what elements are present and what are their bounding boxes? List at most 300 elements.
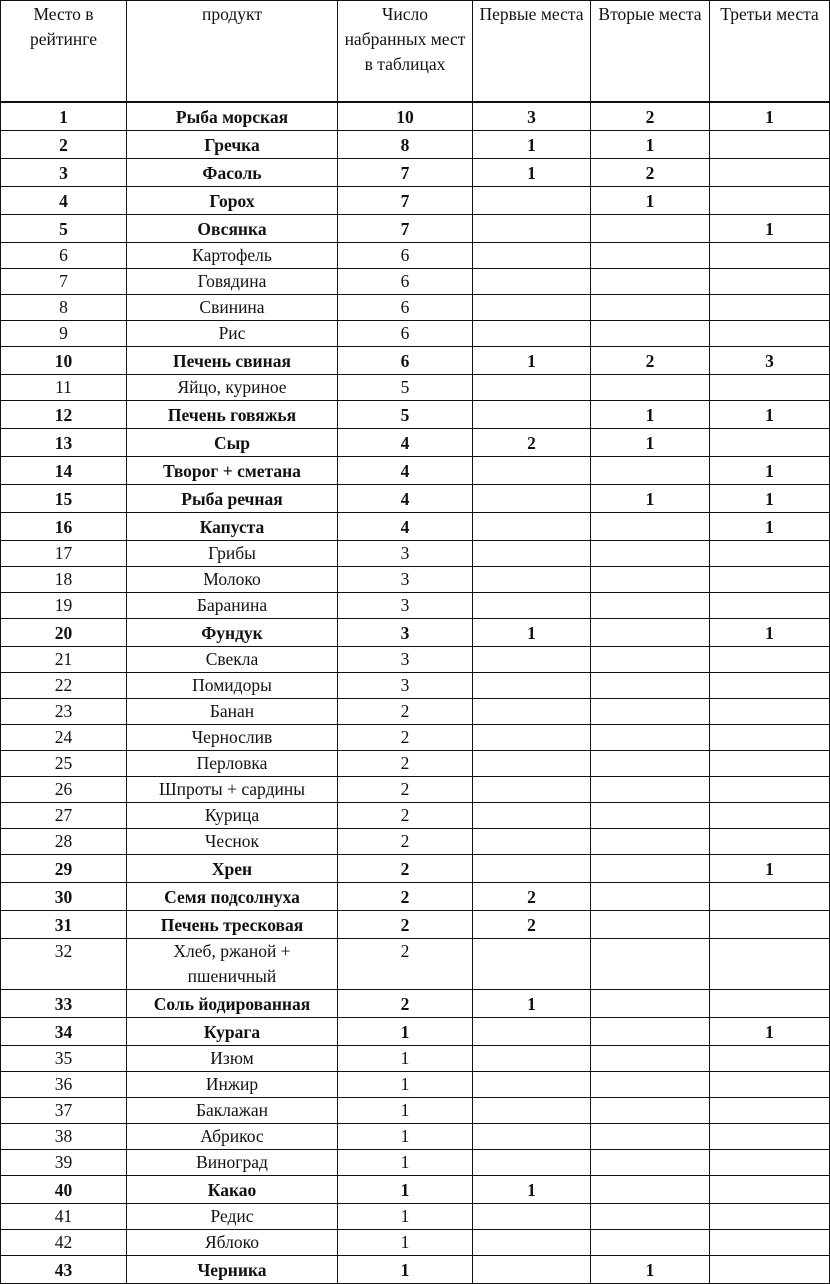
- table-row: [1, 401, 830, 429]
- cell-product: Рыба морская: [127, 102, 338, 131]
- cell-third-places: [710, 295, 830, 321]
- cell-second-places: [591, 321, 710, 347]
- cell-third-places: [710, 1230, 830, 1256]
- cell-count: 6: [338, 321, 473, 347]
- cell-rank: 25: [1, 751, 127, 777]
- cell-third-places: 1: [710, 457, 830, 485]
- cell-count: 4: [338, 485, 473, 513]
- cell-second-places: [591, 751, 710, 777]
- table-row: [1, 1150, 830, 1176]
- cell-count: 6: [338, 295, 473, 321]
- table-row: [1, 725, 830, 751]
- table-row: [1, 673, 830, 699]
- cell-rank: 40: [1, 1176, 127, 1204]
- cell-first-places: [473, 269, 591, 295]
- cell-product: Гречка: [127, 131, 338, 159]
- cell-second-places: [591, 1230, 710, 1256]
- cell-product: Шпроты + сардины: [127, 777, 338, 803]
- cell-second-places: 1: [591, 429, 710, 457]
- cell-third-places: [710, 911, 830, 939]
- cell-third-places: 1: [710, 1018, 830, 1046]
- cell-first-places: 3: [473, 102, 591, 131]
- table-row: [1, 102, 830, 131]
- cell-product: Баклажан: [127, 1098, 338, 1124]
- cell-product: Виноград: [127, 1150, 338, 1176]
- cell-count: 1: [338, 1098, 473, 1124]
- cell-third-places: [710, 939, 830, 990]
- cell-first-places: [473, 567, 591, 593]
- cell-product: Печень говяжья: [127, 401, 338, 429]
- cell-count: 3: [338, 567, 473, 593]
- cell-third-places: [710, 187, 830, 215]
- cell-second-places: [591, 1176, 710, 1204]
- cell-count: 4: [338, 457, 473, 485]
- table-row: [1, 295, 830, 321]
- cell-third-places: [710, 567, 830, 593]
- cell-third-places: [710, 429, 830, 457]
- cell-product: Яйцо, куриное: [127, 375, 338, 401]
- cell-product: Черника: [127, 1256, 338, 1284]
- cell-count: 4: [338, 513, 473, 541]
- cell-rank: 3: [1, 159, 127, 187]
- cell-rank: 21: [1, 647, 127, 673]
- cell-first-places: [473, 1256, 591, 1284]
- cell-product: Говядина: [127, 269, 338, 295]
- table-header: [1, 1, 830, 103]
- cell-third-places: [710, 1072, 830, 1098]
- cell-rank: 36: [1, 1072, 127, 1098]
- cell-rank: 24: [1, 725, 127, 751]
- cell-rank: 12: [1, 401, 127, 429]
- cell-second-places: [591, 215, 710, 243]
- cell-first-places: 2: [473, 883, 591, 911]
- cell-third-places: [710, 321, 830, 347]
- table-row: [1, 375, 830, 401]
- cell-rank: 4: [1, 187, 127, 215]
- cell-third-places: [710, 829, 830, 855]
- cell-count: 1: [338, 1204, 473, 1230]
- cell-rank: 41: [1, 1204, 127, 1230]
- cell-product: Банан: [127, 699, 338, 725]
- cell-product: Творог + сметана: [127, 457, 338, 485]
- cell-third-places: [710, 725, 830, 751]
- table-row: [1, 187, 830, 215]
- table-row: [1, 567, 830, 593]
- cell-first-places: [473, 1204, 591, 1230]
- cell-product: Инжир: [127, 1072, 338, 1098]
- cell-first-places: 1: [473, 159, 591, 187]
- cell-third-places: [710, 1256, 830, 1284]
- cell-product: Хлеб, ржаной + пшеничный: [127, 939, 338, 990]
- cell-rank: 37: [1, 1098, 127, 1124]
- table-row: [1, 1230, 830, 1256]
- cell-rank: 33: [1, 990, 127, 1018]
- cell-second-places: [591, 1098, 710, 1124]
- table-row: [1, 243, 830, 269]
- table-row: [1, 429, 830, 457]
- cell-count: 6: [338, 347, 473, 375]
- cell-count: 3: [338, 593, 473, 619]
- cell-rank: 30: [1, 883, 127, 911]
- cell-third-places: [710, 593, 830, 619]
- cell-third-places: 1: [710, 102, 830, 131]
- header-rank: Место в рейтинге: [1, 1, 127, 103]
- cell-product: Картофель: [127, 243, 338, 269]
- cell-second-places: [591, 673, 710, 699]
- cell-count: 7: [338, 215, 473, 243]
- cell-rank: 2: [1, 131, 127, 159]
- cell-second-places: [591, 855, 710, 883]
- cell-product: Молоко: [127, 567, 338, 593]
- cell-first-places: [473, 1230, 591, 1256]
- cell-rank: 13: [1, 429, 127, 457]
- table-row: [1, 1176, 830, 1204]
- cell-first-places: [473, 1072, 591, 1098]
- cell-second-places: [591, 541, 710, 567]
- cell-product: Овсянка: [127, 215, 338, 243]
- cell-rank: 17: [1, 541, 127, 567]
- cell-second-places: 1: [591, 187, 710, 215]
- cell-rank: 14: [1, 457, 127, 485]
- cell-first-places: [473, 215, 591, 243]
- cell-count: 2: [338, 990, 473, 1018]
- cell-count: 2: [338, 751, 473, 777]
- header-count: Число набранных мест в таблицах: [338, 1, 473, 103]
- cell-first-places: [473, 699, 591, 725]
- cell-first-places: [473, 321, 591, 347]
- cell-first-places: [473, 295, 591, 321]
- cell-first-places: [473, 855, 591, 883]
- cell-third-places: [710, 751, 830, 777]
- cell-third-places: [710, 243, 830, 269]
- table-row: [1, 215, 830, 243]
- cell-count: 1: [338, 1018, 473, 1046]
- cell-third-places: [710, 647, 830, 673]
- cell-first-places: [473, 1124, 591, 1150]
- table-row: [1, 1072, 830, 1098]
- cell-first-places: 2: [473, 911, 591, 939]
- table-row: [1, 647, 830, 673]
- cell-third-places: [710, 1046, 830, 1072]
- cell-product: Свекла: [127, 647, 338, 673]
- cell-second-places: [591, 375, 710, 401]
- cell-product: Курага: [127, 1018, 338, 1046]
- cell-third-places: [710, 883, 830, 911]
- table-row: [1, 803, 830, 829]
- cell-rank: 11: [1, 375, 127, 401]
- table-row: [1, 777, 830, 803]
- cell-third-places: [710, 699, 830, 725]
- cell-rank: 1: [1, 102, 127, 131]
- cell-second-places: [591, 939, 710, 990]
- header-second-places: Вторые места: [591, 1, 710, 103]
- cell-product: Курица: [127, 803, 338, 829]
- cell-product: Хрен: [127, 855, 338, 883]
- cell-rank: 43: [1, 1256, 127, 1284]
- table-row: [1, 457, 830, 485]
- cell-product: Рис: [127, 321, 338, 347]
- table-row: [1, 513, 830, 541]
- cell-product: Рыба речная: [127, 485, 338, 513]
- cell-rank: 42: [1, 1230, 127, 1256]
- cell-second-places: [591, 1072, 710, 1098]
- cell-second-places: [591, 647, 710, 673]
- cell-rank: 18: [1, 567, 127, 593]
- table-row: [1, 699, 830, 725]
- cell-count: 2: [338, 803, 473, 829]
- table-row: [1, 347, 830, 375]
- cell-second-places: [591, 1204, 710, 1230]
- table-row: [1, 1204, 830, 1230]
- cell-rank: 19: [1, 593, 127, 619]
- cell-rank: 8: [1, 295, 127, 321]
- cell-rank: 20: [1, 619, 127, 647]
- cell-second-places: [591, 883, 710, 911]
- cell-second-places: [591, 295, 710, 321]
- cell-first-places: [473, 1046, 591, 1072]
- cell-first-places: 1: [473, 619, 591, 647]
- table-row: [1, 321, 830, 347]
- cell-first-places: [473, 725, 591, 751]
- cell-rank: 26: [1, 777, 127, 803]
- cell-first-places: 2: [473, 429, 591, 457]
- cell-third-places: 1: [710, 619, 830, 647]
- cell-second-places: [591, 1124, 710, 1150]
- cell-rank: 32: [1, 939, 127, 990]
- cell-third-places: [710, 159, 830, 187]
- cell-second-places: [591, 699, 710, 725]
- cell-third-places: [710, 541, 830, 567]
- cell-count: 7: [338, 159, 473, 187]
- cell-first-places: [473, 457, 591, 485]
- cell-rank: 35: [1, 1046, 127, 1072]
- cell-count: 2: [338, 939, 473, 990]
- table-body: [1, 102, 830, 1284]
- cell-third-places: 1: [710, 513, 830, 541]
- cell-count: 1: [338, 1176, 473, 1204]
- cell-third-places: [710, 269, 830, 295]
- cell-product: Редис: [127, 1204, 338, 1230]
- cell-rank: 9: [1, 321, 127, 347]
- cell-rank: 34: [1, 1018, 127, 1046]
- cell-second-places: [591, 911, 710, 939]
- cell-product: Грибы: [127, 541, 338, 567]
- cell-first-places: [473, 243, 591, 269]
- cell-product: Семя подсолнуха: [127, 883, 338, 911]
- cell-second-places: [591, 619, 710, 647]
- cell-product: Перловка: [127, 751, 338, 777]
- cell-first-places: [473, 1018, 591, 1046]
- cell-product: Печень свиная: [127, 347, 338, 375]
- cell-product: Печень тресковая: [127, 911, 338, 939]
- cell-product: Баранина: [127, 593, 338, 619]
- table-row: [1, 883, 830, 911]
- cell-rank: 7: [1, 269, 127, 295]
- cell-first-places: [473, 187, 591, 215]
- cell-rank: 29: [1, 855, 127, 883]
- cell-rank: 5: [1, 215, 127, 243]
- cell-first-places: [473, 375, 591, 401]
- cell-second-places: [591, 990, 710, 1018]
- cell-first-places: [473, 829, 591, 855]
- cell-product: Сыр: [127, 429, 338, 457]
- cell-third-places: [710, 673, 830, 699]
- cell-second-places: 1: [591, 131, 710, 159]
- cell-third-places: [710, 131, 830, 159]
- cell-third-places: [710, 1150, 830, 1176]
- header-first-places: Первые места: [473, 1, 591, 103]
- cell-second-places: [591, 1046, 710, 1072]
- table-row: [1, 593, 830, 619]
- header-row: [1, 1, 830, 103]
- cell-third-places: [710, 1098, 830, 1124]
- cell-product: Горох: [127, 187, 338, 215]
- cell-second-places: 2: [591, 159, 710, 187]
- table-row: [1, 939, 830, 990]
- cell-third-places: 3: [710, 347, 830, 375]
- cell-count: 5: [338, 401, 473, 429]
- table-row: [1, 269, 830, 295]
- cell-rank: 39: [1, 1150, 127, 1176]
- cell-second-places: 1: [591, 485, 710, 513]
- cell-third-places: [710, 1176, 830, 1204]
- cell-count: 5: [338, 375, 473, 401]
- header-product: продукт: [127, 1, 338, 103]
- cell-count: 3: [338, 541, 473, 567]
- cell-first-places: [473, 777, 591, 803]
- cell-first-places: [473, 939, 591, 990]
- table-row: [1, 990, 830, 1018]
- cell-first-places: 1: [473, 1176, 591, 1204]
- cell-third-places: 1: [710, 401, 830, 429]
- cell-product: Абрикос: [127, 1124, 338, 1150]
- cell-third-places: [710, 803, 830, 829]
- cell-count: 1: [338, 1256, 473, 1284]
- cell-count: 8: [338, 131, 473, 159]
- cell-third-places: [710, 990, 830, 1018]
- cell-first-places: [473, 647, 591, 673]
- cell-count: 7: [338, 187, 473, 215]
- cell-third-places: 1: [710, 215, 830, 243]
- cell-third-places: [710, 1124, 830, 1150]
- cell-rank: 31: [1, 911, 127, 939]
- cell-product: Капуста: [127, 513, 338, 541]
- cell-second-places: [591, 457, 710, 485]
- cell-rank: 22: [1, 673, 127, 699]
- cell-first-places: [473, 541, 591, 567]
- cell-first-places: 1: [473, 990, 591, 1018]
- cell-rank: 28: [1, 829, 127, 855]
- cell-second-places: [591, 1150, 710, 1176]
- cell-second-places: 2: [591, 102, 710, 131]
- cell-third-places: [710, 375, 830, 401]
- cell-second-places: 2: [591, 347, 710, 375]
- cell-rank: 38: [1, 1124, 127, 1150]
- cell-product: Чернослив: [127, 725, 338, 751]
- cell-product: Чеснок: [127, 829, 338, 855]
- table-row: [1, 1256, 830, 1284]
- cell-second-places: [591, 243, 710, 269]
- cell-count: 1: [338, 1150, 473, 1176]
- cell-product: Свинина: [127, 295, 338, 321]
- cell-second-places: [591, 777, 710, 803]
- cell-count: 2: [338, 911, 473, 939]
- cell-second-places: [591, 513, 710, 541]
- cell-first-places: [473, 401, 591, 429]
- cell-third-places: [710, 777, 830, 803]
- table-row: [1, 1098, 830, 1124]
- cell-second-places: [591, 803, 710, 829]
- table-row: [1, 131, 830, 159]
- cell-second-places: [591, 269, 710, 295]
- cell-third-places: 1: [710, 855, 830, 883]
- cell-count: 2: [338, 829, 473, 855]
- cell-first-places: [473, 673, 591, 699]
- cell-second-places: [591, 593, 710, 619]
- cell-product: Помидоры: [127, 673, 338, 699]
- cell-second-places: [591, 1018, 710, 1046]
- cell-count: 2: [338, 699, 473, 725]
- cell-count: 3: [338, 673, 473, 699]
- cell-count: 2: [338, 777, 473, 803]
- cell-first-places: [473, 485, 591, 513]
- table-row: [1, 829, 830, 855]
- cell-count: 2: [338, 855, 473, 883]
- cell-second-places: 1: [591, 1256, 710, 1284]
- cell-product: Изюм: [127, 1046, 338, 1072]
- cell-count: 3: [338, 647, 473, 673]
- cell-second-places: [591, 725, 710, 751]
- table-row: [1, 911, 830, 939]
- table-row: [1, 541, 830, 567]
- cell-product: Яблоко: [127, 1230, 338, 1256]
- cell-rank: 10: [1, 347, 127, 375]
- cell-third-places: [710, 1204, 830, 1230]
- cell-rank: 23: [1, 699, 127, 725]
- cell-count: 3: [338, 619, 473, 647]
- table-row: [1, 485, 830, 513]
- cell-count: 1: [338, 1072, 473, 1098]
- cell-count: 6: [338, 243, 473, 269]
- cell-second-places: [591, 829, 710, 855]
- cell-second-places: [591, 567, 710, 593]
- cell-rank: 15: [1, 485, 127, 513]
- cell-count: 6: [338, 269, 473, 295]
- cell-count: 4: [338, 429, 473, 457]
- cell-first-places: [473, 513, 591, 541]
- cell-first-places: 1: [473, 131, 591, 159]
- cell-product: Соль йодированная: [127, 990, 338, 1018]
- cell-count: 10: [338, 102, 473, 131]
- cell-second-places: 1: [591, 401, 710, 429]
- cell-count: 2: [338, 883, 473, 911]
- cell-count: 2: [338, 725, 473, 751]
- cell-product: Фасоль: [127, 159, 338, 187]
- table-row: [1, 1046, 830, 1072]
- cell-rank: 6: [1, 243, 127, 269]
- cell-count: 1: [338, 1124, 473, 1150]
- header-third-places: Третьи места: [710, 1, 830, 103]
- table-row: [1, 159, 830, 187]
- cell-first-places: [473, 803, 591, 829]
- cell-first-places: [473, 1150, 591, 1176]
- cell-first-places: [473, 593, 591, 619]
- table-row: [1, 751, 830, 777]
- cell-rank: 27: [1, 803, 127, 829]
- cell-third-places: 1: [710, 485, 830, 513]
- table-row: [1, 1124, 830, 1150]
- table-row: [1, 619, 830, 647]
